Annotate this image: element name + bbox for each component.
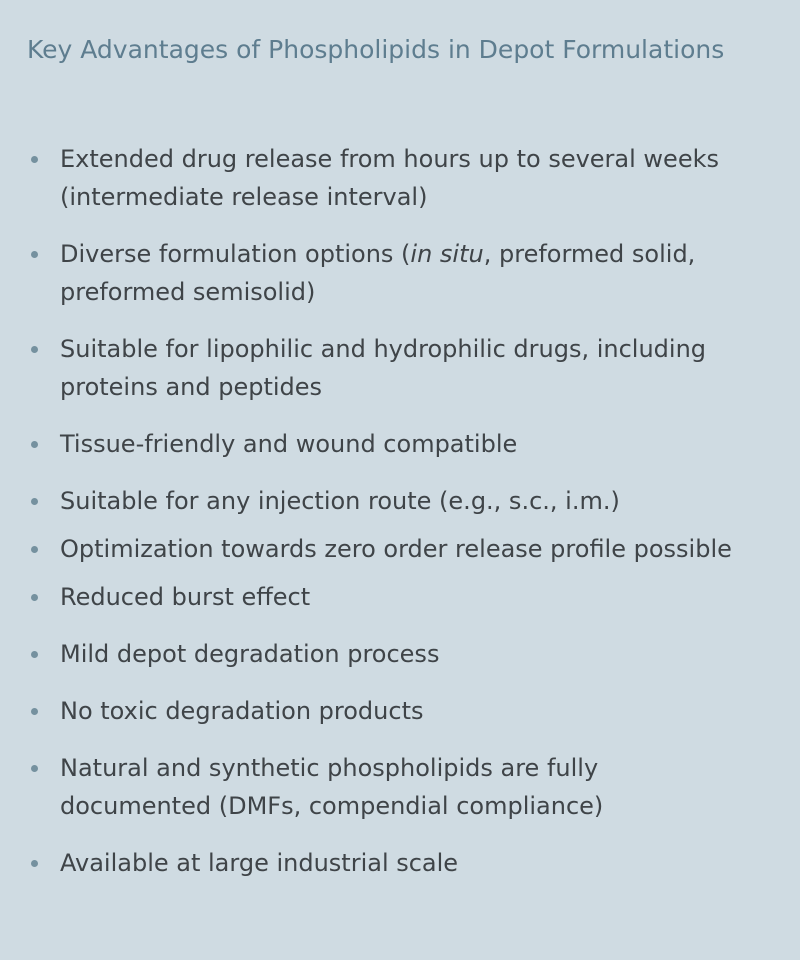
item-text: Suitable for any injection route (e.g., s.c., i.m.): [60, 487, 620, 515]
list-item: [0, 844, 800, 882]
item-text: No toxic degradation products: [60, 697, 424, 725]
list-item: [0, 140, 800, 216]
item-text-part: Diverse formulation options (: [60, 240, 411, 268]
list-item: [0, 635, 800, 673]
list-item: [0, 749, 800, 825]
advantages-list: [0, 140, 800, 882]
list-item: [0, 530, 800, 568]
panel-title: Key Advantages of Phospholipids in Depot Formulations: [27, 35, 725, 64]
item-text: [60, 235, 780, 273]
list-item: [0, 235, 800, 311]
bullet-icon: [31, 860, 38, 867]
item-text: Mild depot degradation process: [60, 640, 440, 668]
item-text: Reduced burst effect: [60, 583, 311, 611]
list-item: [0, 482, 800, 520]
bullet-icon: [31, 594, 38, 601]
item-text: Optimization towards zero order release profile possible: [60, 535, 732, 563]
item-text-continued: documented (DMFs, compendial compliance): [60, 792, 604, 820]
bullet-icon: [31, 546, 38, 553]
item-text-continued: (intermediate release interval): [60, 183, 428, 211]
bullet-icon: [31, 498, 38, 505]
item-text: Natural and synthetic phospholipids are fully: [60, 754, 599, 782]
item-text: Suitable for lipophilic and hydrophilic drugs, including: [60, 335, 707, 363]
item-text-continued: proteins and peptides: [60, 373, 323, 401]
item-text: Tissue-friendly and wound compatible: [60, 430, 518, 458]
bullet-icon: [31, 651, 38, 658]
bullet-icon: [31, 708, 38, 715]
bullet-icon: [31, 765, 38, 772]
item-text-part: , preformed solid,: [483, 240, 696, 268]
list-item: [0, 330, 800, 406]
item-text-italic: in situ: [410, 240, 484, 268]
list-item: [0, 578, 800, 616]
bullet-icon: [31, 251, 38, 258]
list-item: [0, 425, 800, 463]
item-text-continued: preformed semisolid): [60, 278, 316, 306]
list-item: [0, 692, 800, 730]
item-text: Available at large industrial scale: [60, 849, 459, 877]
item-text: Extended drug release from hours up to several weeks: [60, 145, 719, 173]
bullet-icon: [31, 156, 38, 163]
bullet-icon: [31, 346, 38, 353]
bullet-icon: [31, 441, 38, 448]
